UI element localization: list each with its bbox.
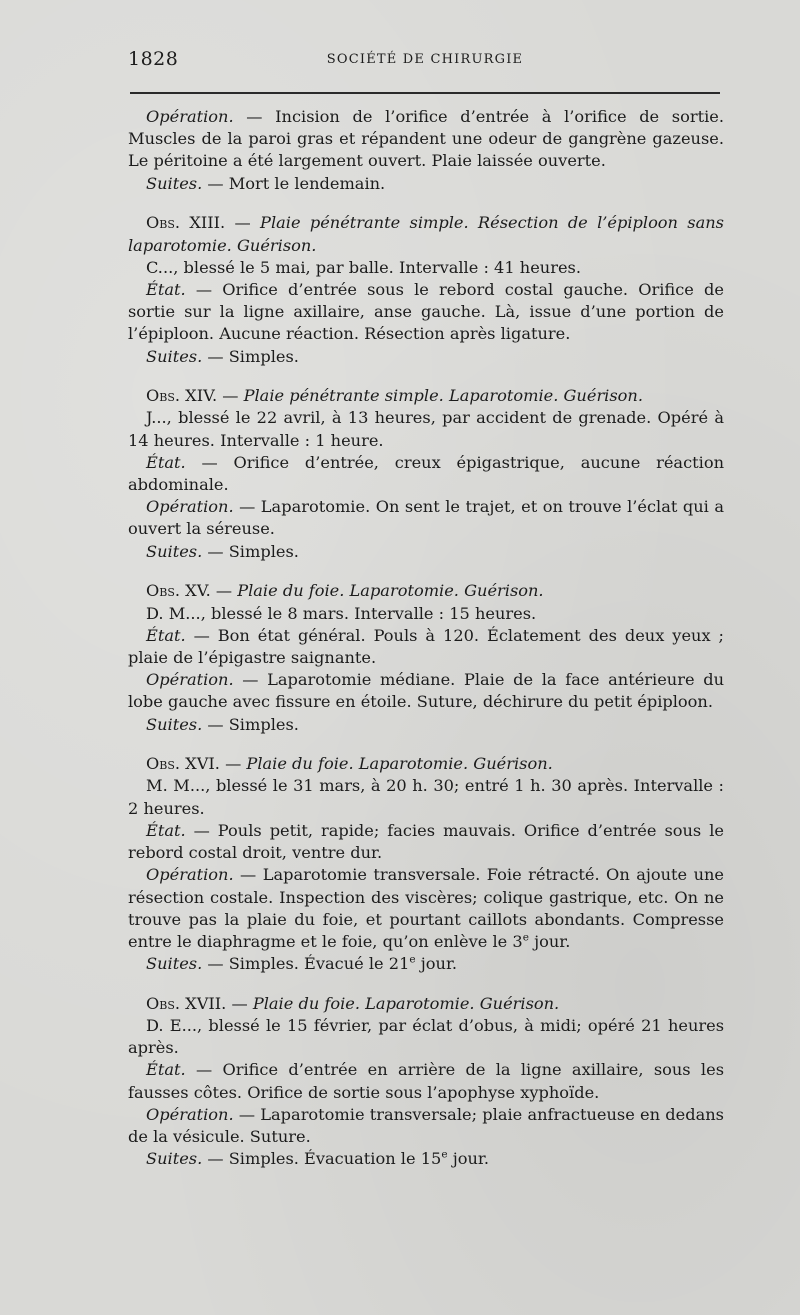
paragraph: Suites. — Simples. Évacuation le 15e jour. xyxy=(146,1148,489,1169)
paragraph: M. M..., blessé le 31 mars, à 20 h. 30; entré 1 h. 30 après. Intervalle : 2 heures. xyxy=(128,776,724,818)
paragraph: Suites. — Simples. xyxy=(146,714,299,734)
paragraph: Suites. — Mort le lendemain. xyxy=(146,173,386,193)
article-body xyxy=(128,106,724,1170)
paragraph: Opération. — Laparotomie. On sent le trajet, et on trouve l’éclat qui a ouvert la séreuse. xyxy=(128,497,724,539)
page-number: 1828 xyxy=(128,48,179,70)
paragraph: C..., blessé le 5 mai, par balle. Intervalle : 41 heures. xyxy=(146,257,582,277)
paragraph: D. E..., blessé le 15 février, par éclat d’obus, à midi; opéré 21 heures après. xyxy=(128,1016,724,1058)
observation-heading: Obs. XVI. — Plaie du foie. Laparotomie. Guérison. xyxy=(146,754,553,774)
page-header xyxy=(128,48,722,88)
paragraph: État. — Bon état général. Pouls à 120. Éclatement des deux yeux ; plaie de l’épigastre saignante. xyxy=(128,625,724,667)
paragraph: Suites. — Simples. xyxy=(146,541,299,561)
observation-heading: Obs. XIV. — Plaie pénétrante simple. Laparotomie. Guérison. xyxy=(146,386,643,406)
paragraph: Opération. — Laparotomie médiane. Plaie de la face antérieure du lobe gauche avec fissure en étoile. Suture, déchirure du petit épiploon. xyxy=(128,670,724,712)
paragraph: État. — Orifice d’entrée, creux épigastrique, aucune réaction abdominale. xyxy=(128,452,724,495)
header-rule xyxy=(130,92,720,94)
paragraph: Opération. — Laparotomie transversale; plaie anfractueuse en dedans de la vésicule. Suture. xyxy=(128,1104,724,1147)
paragraph: Suites. — Simples. Évacué le 21e jour. xyxy=(146,953,458,974)
paragraph: J..., blessé le 22 avril, à 13 heures, par accident de grenade. Opéré à 14 heures. Intervalle : 1 heure. xyxy=(128,408,724,450)
observation-heading: Obs. XVII. — Plaie du foie. Laparotomie. Guérison. xyxy=(146,993,560,1013)
running-head: SOCIÉTÉ DE CHIRURGIE xyxy=(326,52,524,67)
observation-heading: Obs. XIII. — Plaie pénétrante simple. Résection de l’épiploon sans laparotomie. Guérison. xyxy=(128,213,724,255)
paragraph: D. M..., blessé le 8 mars. Intervalle : 15 heures. xyxy=(146,603,537,623)
paragraph: État. — Orifice d’entrée en arrière de la ligne axillaire, sous les fausses côtes. Orifice de sortie sous l’apophyse xyphoïde. xyxy=(128,1060,724,1102)
paragraph: État. — Pouls petit, rapide; facies mauvais. Orifice d’entrée sous le rebord costal droit, ventre dur. xyxy=(128,820,724,863)
paragraph: Opération. — Laparotomie transversale. Foie rétracté. On ajoute une résection costale. Inspection des viscères; colique gastrique, etc. On ne trouve pas la plaie du foie, et pourtant caillots abondants. Compresse entre le diaphragme et le foie, qu’on enlève le 3e jour. xyxy=(128,865,724,951)
paragraph: État. — Orifice d’entrée sous le rebord costal gauche. Orifice de sortie sur la ligne axillaire, anse gauche. Là, issue d’une portion de l’épiploon. Aucune réaction. Résection après ligature. xyxy=(128,279,724,344)
paragraph: Opération. — Incision de l’orifice d’entrée à l’orifice de sortie. Muscles de la paroi gras et répandent une odeur de gangrène gazeuse. Le péritoine a été largement ouvert. Plaie laissée ouverte. xyxy=(128,107,724,171)
observation-heading: Obs. XV. — Plaie du foie. Laparotomie. Guérison. xyxy=(146,581,544,601)
paragraph: Suites. — Simples. xyxy=(146,346,299,366)
